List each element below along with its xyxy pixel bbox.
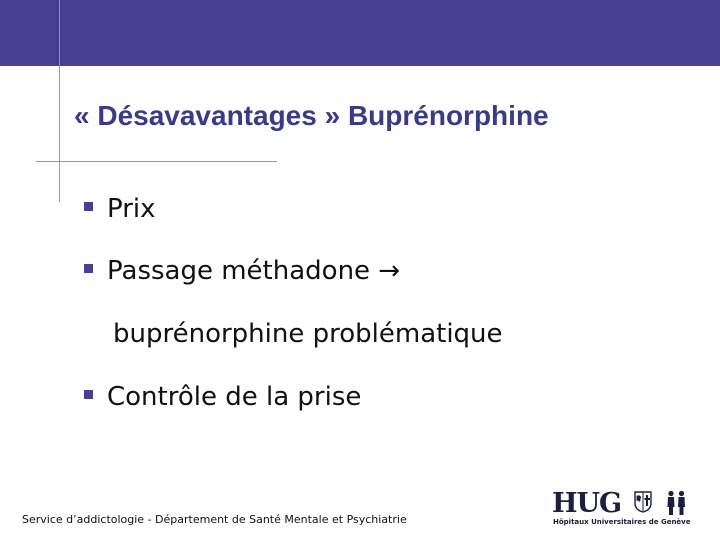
bullet-text: Prix [107,194,156,224]
bullet-text: Contrôle de la prise [107,382,362,412]
slide-title: « Désavavantages » Buprénorphine [74,100,549,131]
bullet-item [84,256,400,286]
square-bullet-icon [84,264,93,273]
header-band-divider [59,0,60,66]
hug-logo [552,488,692,530]
vertical-rule [59,66,60,202]
people-figures-icon [666,490,688,516]
logo-caption: Hôpitaux Universitaires de Genève [553,518,691,526]
horizontal-rule [36,161,277,162]
bullet-text: Passage méthadone → [107,256,401,286]
bullet-item [84,194,156,224]
geneva-shield-icon [634,491,652,513]
logo-wordmark: HUG [552,488,622,519]
bullet-continuation: buprénorphine problématique [113,319,503,349]
square-bullet-icon [84,390,93,399]
header-band [0,0,720,66]
bullet-item [84,382,361,412]
square-bullet-icon [84,202,93,211]
footer-text: Service d’addictologie - Département de Santé Mentale et Psychiatrie [22,513,407,526]
